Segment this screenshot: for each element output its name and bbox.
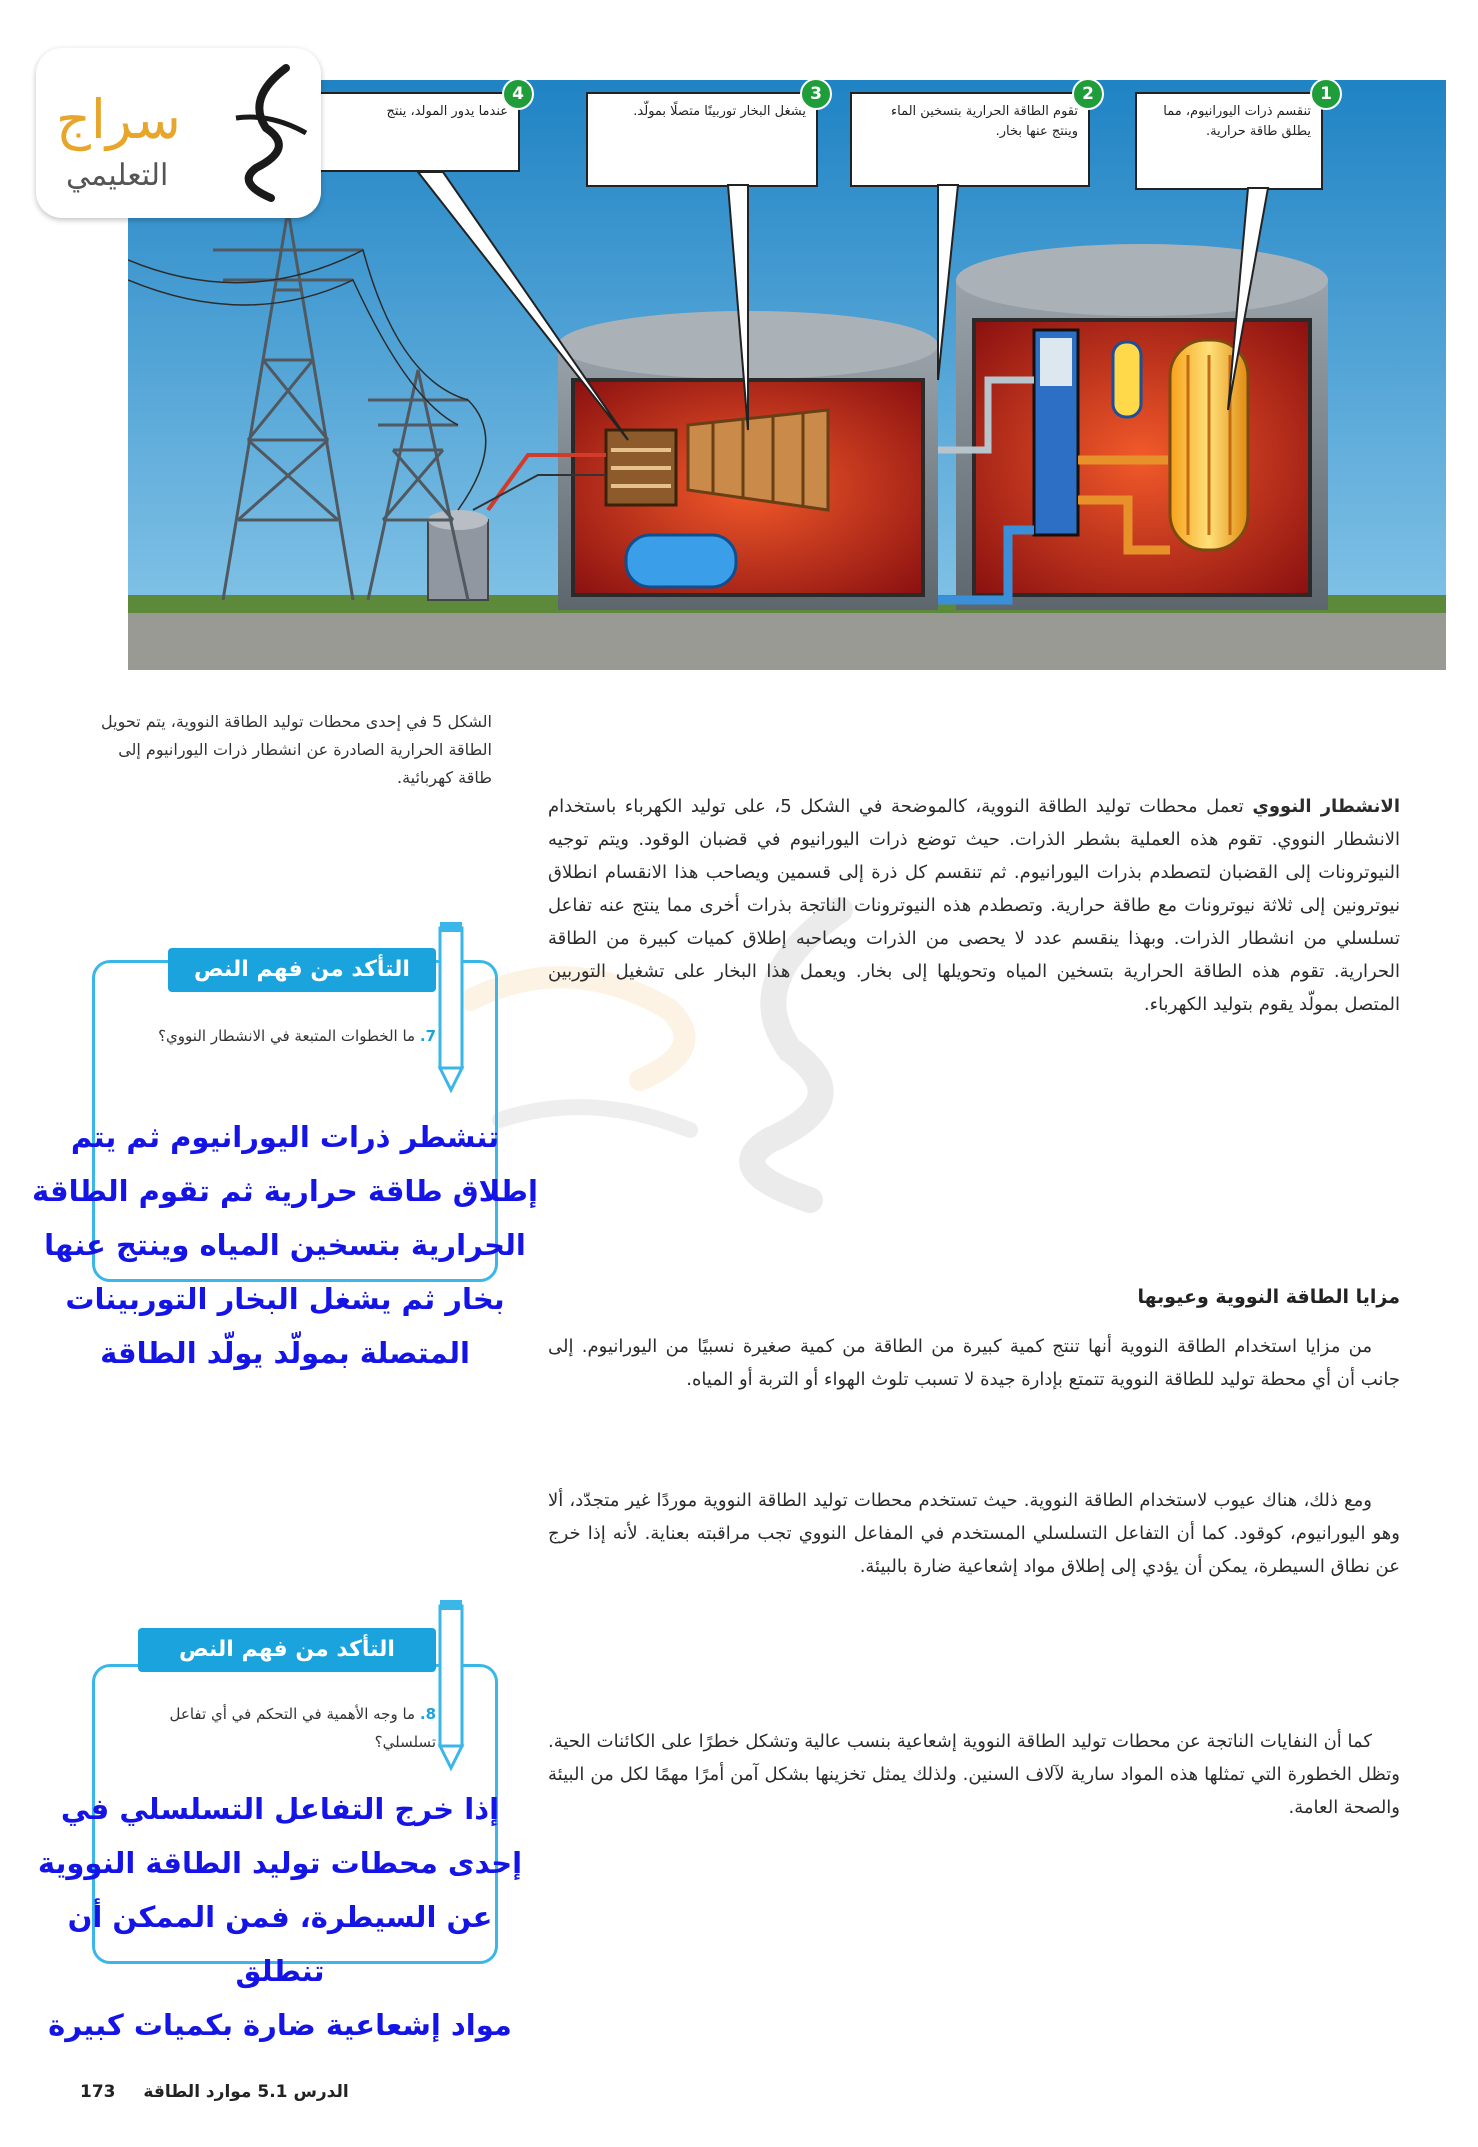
logo-name: سراج — [56, 88, 181, 151]
fission-text: تعمل محطات توليد الطاقة النووية، كالموضحة في الشكل 5، على توليد الكهرباء باستخدام الانشطار النووي. تقوم هذه العملية بشطر الذرات. حيث توضع ذرات اليورانيوم في قضبان الوقود. ويتم توجيه النيوترونات إلى القضبان لتصطدم بذرات اليورانيوم. ثم تنقسم كل ذرة إلى قسمين ويصاحب هذا الانقسام انطلاق نيوترونين إلى ثلاثة نيوترونات مع طاقة حرارية. وتصطدم هذه النيوترونات الناتجة بذرات أخرى مما ينتج عنه تفاعل تسلسلي من انشطار الذرات. وبهذا ينقسم عدد لا يحصى من الذرات ويصاحبه إطلاق كميات كبيرة من الطاقة الحرارية. تقوم هذه الطاقة الحرارية بتسخين المياه وتحويلها إلى بخار. ويعمل هذا البخار على تشغيل التوربين المتصل بمولّد يقوم بتوليد الكهرباء. — [548, 796, 1400, 1015]
page-number: 173 — [80, 2082, 116, 2102]
callout-2-number: 2 — [1082, 84, 1094, 104]
answer-7-line: إطلاق طاقة حرارية ثم تقوم الطاقة — [32, 1174, 538, 1208]
callout-4-number: 4 — [512, 84, 524, 104]
logo-calligraphy-mark — [226, 58, 316, 208]
logo-subtitle: التعليمي — [66, 158, 169, 193]
question-7 — [150, 1022, 436, 1050]
advantages-paragraph: من مزايا استخدام الطاقة النووية أنها تنتج كمية كبيرة من الطاقة من كمية صغيرة نسبيًا من اليورانيوم. إلى جانب أن أي محطة توليد للطاقة النووية تتمتع بإدارة جيدة لا تسبب تلوث الهواء أو التربة أو المياه. — [548, 1336, 1400, 1390]
callout-pointers — [128, 80, 1446, 670]
callout-4-text: عندما يدور المولد، ينتج — [386, 104, 508, 119]
disadvantages-paragraph: ومع ذلك، هناك عيوب لاستخدام الطاقة النووية. حيث تستخدم محطات توليد الطاقة النووية موردًا غير متجدّد، ألا وهو اليورانيوم، كوقود. كما أن التفاعل التسلسلي المستخدم في المفاعل النووي تجب مراقبته بعناية. لأنه إذا خرج عن نطاق السيطرة، يمكن أن يؤدي إلى إطلاق مواد إشعاعية ضارة بالبيئة. — [548, 1490, 1400, 1577]
reading-check-8-title: التأكد من فهم النص — [138, 1628, 436, 1672]
callout-1-number: 1 — [1320, 84, 1332, 104]
answer-8-line: عن السيطرة، فمن الممكن أن تنطلق — [67, 1900, 493, 1988]
question-8 — [150, 1700, 436, 1756]
answer-7-line: بخار ثم يشغل البخار التوربينات — [65, 1282, 505, 1316]
question-8-text: ما وجه الأهمية في التحكم في أي تفاعل تسلسلي؟ — [169, 1705, 436, 1751]
callout-3-text: يشغل البخار توربينًا متصلًا بمولّد. — [633, 104, 806, 119]
waste-paragraph: كما أن النفايات الناتجة عن محطات توليد الطاقة النووية إشعاعية بنسب عالية وتشكل خطرًا على الكائنات الحية. وتظل الخطورة التي تمثلها هذه المواد سارية لآلاف السنين. ولذلك يمثل تخزينها بشكل آمن أمرًا مهمًا لكل من البيئة والصحة العامة. — [548, 1731, 1400, 1818]
question-7-number: 7. — [419, 1027, 436, 1045]
figure-caption-text: الشكل 5 في إحدى محطات توليد الطاقة النووية، يتم تحويل الطاقة الحرارية الصادرة عن انشطار ذرات اليورانيوم إلى طاقة كهربائية. — [101, 712, 492, 787]
footer-lesson-number: 5.1 — [257, 2082, 288, 2102]
answer-8-line: إحدى محطات توليد الطاقة النووية — [37, 1846, 523, 1880]
siraj-logo — [36, 48, 321, 218]
callout-3-number: 3 — [810, 84, 822, 104]
callout-2-text: تقوم الطاقة الحرارية بتسخين الماء وينتج عنها بخار. — [891, 104, 1078, 139]
fission-term: الانشطار النووي — [1252, 796, 1401, 817]
answer-7 — [30, 1110, 540, 1380]
answer-7-line: المتصلة بمولّد يولّد الطاقة — [100, 1336, 470, 1370]
footer-lesson-title: موارد الطاقة — [143, 2082, 252, 2102]
section-heading: مزايا الطاقة النووية وعيوبها — [1137, 1286, 1400, 1308]
footer-lesson-label: الدرس — [293, 2082, 349, 2102]
question-8-number: 8. — [419, 1705, 436, 1723]
page-footer — [80, 2082, 349, 2102]
answer-8-line: إذا خرج التفاعل التسلسلي في — [60, 1792, 500, 1826]
callout-1-text: تنقسم ذرات اليورانيوم، مما يطلق طاقة حرارية. — [1163, 104, 1311, 139]
fission-paragraph — [548, 790, 1400, 1021]
answer-7-line: الحرارية بتسخين المياه وينتج عنها — [44, 1228, 526, 1262]
answer-7-line: تنشطر ذرات اليورانيوم ثم يتم — [70, 1120, 500, 1154]
answer-8 — [20, 1782, 540, 2052]
nuclear-plant-figure — [128, 80, 1446, 670]
reading-check-7-title: التأكد من فهم النص — [168, 948, 436, 992]
question-7-text: ما الخطوات المتبعة في الانشطار النووي؟ — [158, 1027, 416, 1045]
answer-8-line: مواد إشعاعية ضارة بكميات كبيرة — [48, 2008, 512, 2042]
figure-caption — [92, 708, 492, 792]
pencil-icon — [426, 918, 474, 1094]
